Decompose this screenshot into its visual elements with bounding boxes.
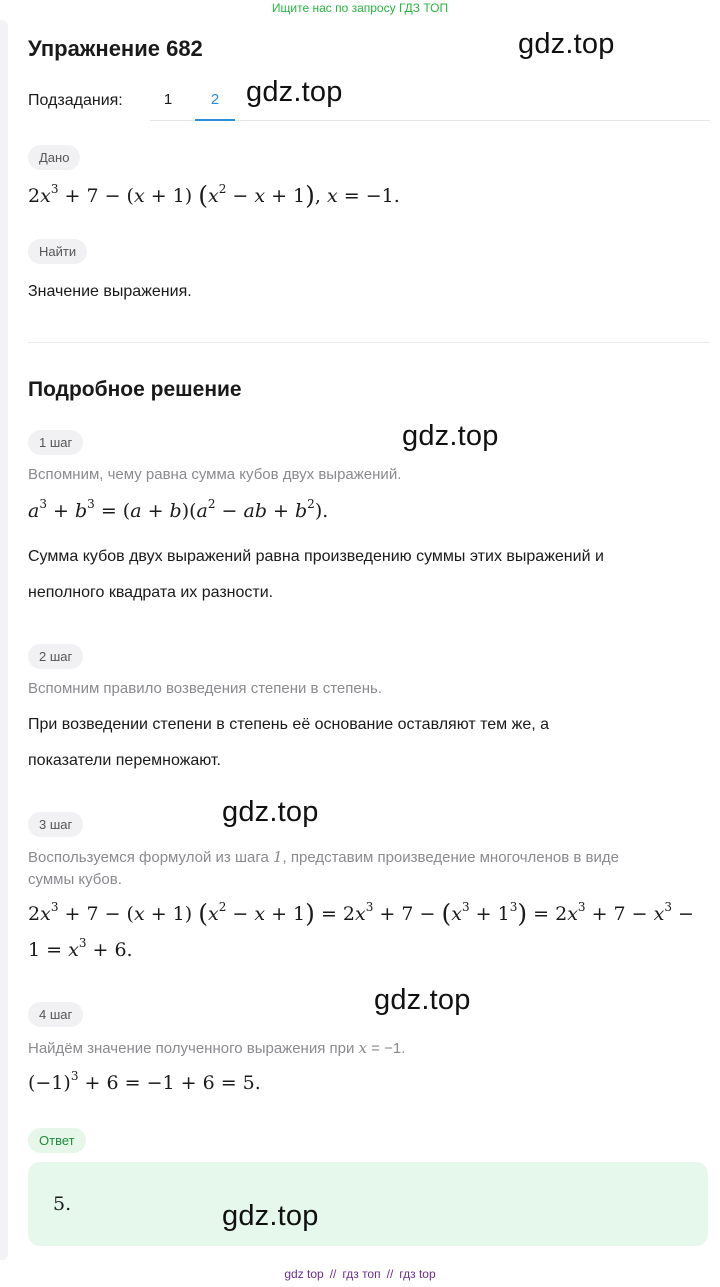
step-3-hint-line-1	[28, 845, 619, 870]
watermark: gdz.top	[222, 796, 319, 828]
footer-separator: //	[386, 1267, 394, 1281]
subtasks-bar	[28, 78, 710, 122]
step-2-tag: 2 шаг	[28, 644, 83, 669]
step-3-formula-line-2: $1 = x^3 + 6$.	[28, 936, 133, 961]
step-3-hint-part-c: , представим произведение многочленов в виде	[282, 849, 619, 866]
divider	[28, 342, 710, 343]
find-tag: Найти	[28, 239, 87, 264]
step-2-text-line-1: При возведении степени в степень её основание оставляют тем же, а	[28, 716, 550, 733]
step-3-tag: 3 шаг	[28, 812, 83, 837]
watermark: gdz.top	[402, 420, 499, 452]
given-expression: $2x^3 + 7 - (x + 1) (x^2 - x + 1)$, x = −1.	[28, 181, 400, 210]
exercise-title: Упражнение 682	[28, 36, 203, 61]
step-3-formula-line-1: $2x^3 + 7 - (x + 1) (x^2 - x + 1) = 2x^3 + 7 - (x^3 + 1^3) = 2x^3 + 7 - x^3$ −	[28, 899, 694, 928]
step-3-hint-part-a: Воспользуемся формулой из шага	[28, 849, 269, 866]
step-3-hint-number: 1	[272, 848, 283, 866]
watermark: gdz.top	[246, 76, 343, 108]
footer-link-3[interactable]: гдз top	[399, 1267, 436, 1281]
step-3-hint-line-2: суммы кубов.	[28, 871, 122, 888]
given-tag: Дано	[28, 145, 80, 170]
top-banner[interactable]: Ищите нас по запросу ГДЗ ТОП	[271, 1, 449, 15]
answer-tag: Ответ	[28, 1128, 86, 1153]
subtask-tab-1[interactable]: 1	[163, 91, 173, 108]
left-rail	[0, 20, 8, 1260]
footer-separator: //	[329, 1267, 337, 1281]
solution-title: Подробное решение	[28, 378, 242, 401]
watermark: gdz.top	[374, 984, 471, 1016]
answer-value: 5.	[53, 1193, 72, 1215]
step-1-text-line-1: Сумма кубов двух выражений равна произведению суммы этих выражений и	[28, 548, 604, 565]
footer-link-2[interactable]: гдз топ	[342, 1267, 381, 1281]
step-1-tag: 1 шаг	[28, 430, 83, 455]
find-text: Значение выражения.	[28, 283, 192, 300]
answer-box	[28, 1162, 708, 1246]
step-1-text-line-2: неполного квадрата их разности.	[28, 584, 274, 601]
step-4-formula: $(-1)^3 + 6 = -1 + 6 = 5$.	[28, 1069, 261, 1094]
step-4-hint-text: Найдём значение полученного выражения при	[28, 1040, 355, 1057]
footer-link-1[interactable]: gdz top	[284, 1267, 324, 1281]
step-1-hint: Вспомним, чему равна сумма кубов двух выражений.	[28, 466, 402, 483]
subtask-tab-2-active[interactable]: 2	[195, 90, 235, 120]
watermark: gdz.top	[222, 1200, 319, 1232]
step-2-text-line-2: показатели перемножают.	[28, 752, 221, 769]
watermark: gdz.top	[518, 28, 615, 60]
step-2-hint: Вспомним правило возведения степени в степень.	[28, 680, 382, 697]
step-1-formula: $a^3 + b^3 = (a + b)(a^2$ − ab + $b^2$).	[28, 497, 329, 522]
footer	[0, 1267, 720, 1281]
step-4-hint: Найдём значение полученного выражения при x = −1.	[28, 1039, 406, 1057]
step-4-tag: 4 шаг	[28, 1002, 83, 1027]
subtasks-label: Подзадания:	[28, 92, 123, 109]
